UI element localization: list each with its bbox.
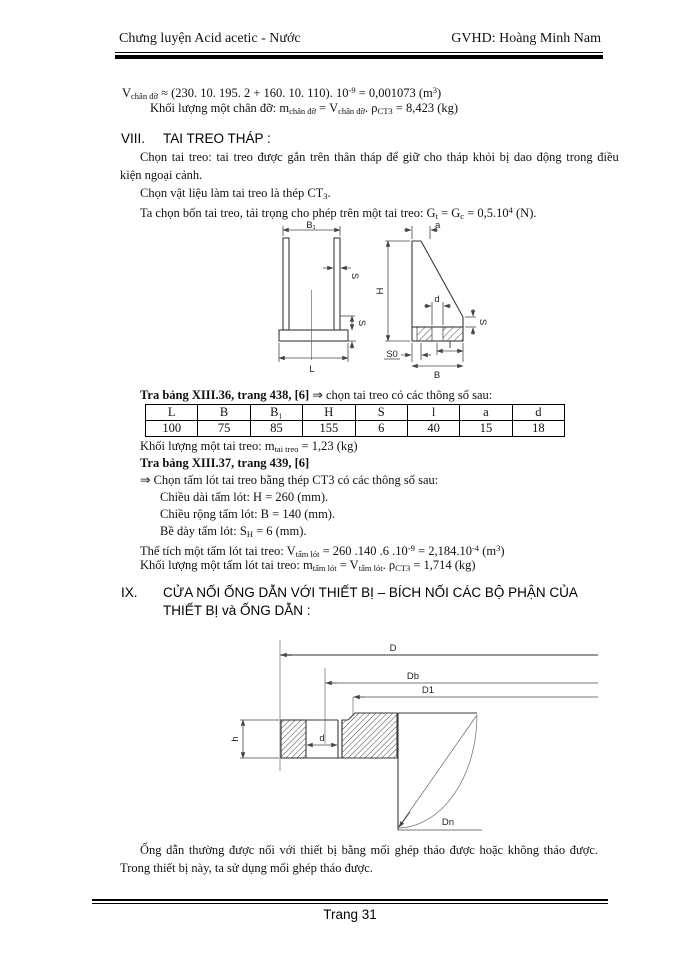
table-value-cell: 18 (512, 421, 564, 437)
table-header-cell: B (198, 405, 250, 421)
formula-mass-chan-do: Khối lượng một chân đỡ: $m_{chân đỡ} = V_{chân đỡ}$. $\rho_{CT3} = 8,423$ (kg) (150, 101, 459, 116)
dim-label-Db: Db (406, 671, 420, 682)
dim-label-D1: D1 (421, 685, 435, 696)
para-tai-trong: Ta chọn bốn tai treo, tải trọng cho phép trên một tai treo: $G_t = G_c = 0,5.10^4$ (N). (140, 205, 537, 221)
line-chon-tam-lot: ⇒ Chọn tấm lót tai treo bằng thép CT3 có các thông số sau: (140, 473, 439, 487)
section-ix-number: IX. (121, 585, 138, 600)
tai-treo-drawing (235, 220, 505, 385)
table-value-cell: 100 (146, 421, 198, 437)
page-header (119, 31, 601, 47)
table-header-cell: d (512, 405, 564, 421)
dim-label-Dn: Dn (441, 817, 455, 828)
lug-front-view (279, 220, 367, 375)
dim-label-s-plate: S (349, 272, 360, 280)
line-the-tich-tam-lot: Thể tích một tấm lót tai treo: $V_{tấm lót} = 260$ .140 .6 $.10^{-9} = 2,184.10^{-4}$ $(m^3)$ (140, 543, 505, 559)
table-value-cell: 6 (355, 421, 407, 437)
section-ix-heading (121, 584, 578, 602)
para-chon-tai-treo-line1: Chọn tai treo: tai treo được gắn trên thân tháp để giữ cho tháp khỏi bị dao động trong điều (140, 150, 619, 164)
dim-label-s0: S0 (386, 349, 398, 360)
para-chon-tai-treo-line2: kiện ngoại cảnh. (120, 168, 203, 182)
table-header-cell: a (460, 405, 512, 421)
dim-label-d-hole: d (434, 294, 440, 305)
dim-label-d: d (319, 733, 325, 744)
dim-label-s-base: S (356, 319, 367, 327)
formula-volume-chan-do: $V_{chân đỡ} \approx (230$. 10. 195. 2 + 160. 10. 110). $10^{-9} = 0,001073$ $(m^3)$ (122, 85, 442, 101)
table-header-cell: S (355, 405, 407, 421)
header-right-advisor: GVHD: Hoàng Minh Nam (451, 31, 601, 46)
line-chieu-dai: Chiều dài tấm lót: H = 260 (mm). (160, 490, 329, 504)
footer-rule-thin (92, 903, 608, 904)
dim-label-h: h (230, 736, 241, 742)
line-khoi-luong-tam-lot: Khối lượng một tấm lót tai treo: $m_{tấm lót} = V_{tấm lót}$. $\rho_{CT3} = 1,714$ (kg) (140, 558, 476, 573)
table-header-cell: B₁ (250, 405, 302, 421)
header-rule-thin (115, 52, 603, 53)
flange-drawing (230, 638, 600, 843)
dim-label-h-height: H (375, 287, 386, 295)
header-rule-thick (115, 55, 603, 59)
dim-label-s-gusset: S (477, 318, 488, 326)
line-mass-tai-treo: Khối lượng một tai treo: $m_{tai treo} = 1,23$ (kg) (140, 439, 358, 454)
dim-label-b1: B₁ (306, 220, 316, 231)
section-ix-title-line1: CỬA NỐI ỐNG DẪN VỚI THIẾT BỊ – BÍCH NỐI CÁC BỘ PHẬN CỦA (163, 585, 578, 600)
closing-line1: Ống dẫn thường được nối với thiết bị bằng mối ghép tháo được hoặc không tháo được. (140, 843, 599, 857)
footer-rule-thick (92, 899, 608, 901)
lug-parameters-table (145, 404, 565, 437)
table-value-cell: 40 (407, 421, 459, 437)
dim-label-b-width: B (433, 370, 441, 381)
table-value-cell: 155 (303, 421, 355, 437)
para-vat-lieu: Chọn vật liệu làm tai treo là thép $CT_3$. (140, 186, 331, 201)
table-value-cell: 85 (250, 421, 302, 437)
header-left-title: Chưng luyện Acid acetic - Nước (119, 31, 301, 46)
line-chieu-rong: Chiều rộng tấm lót: B = 140 (mm). (160, 507, 336, 521)
dim-label-a: a (435, 220, 441, 231)
lug-side-view (375, 220, 488, 381)
section-ix-title-line2: THIẾT BỊ và ỐNG DẪN : (163, 603, 311, 618)
section-viii-heading (121, 130, 271, 148)
flange-section-view (230, 640, 598, 771)
table-value-cell: 75 (198, 421, 250, 437)
dim-label-D: D (389, 643, 397, 654)
table-value-row (146, 421, 565, 437)
dim-label-l-lower: l (448, 340, 452, 351)
table-header-cell: H (303, 405, 355, 421)
page-number: Trang 31 (323, 907, 377, 922)
line-tra-bang-xiii37: Tra bảng XIII.37, trang 439, [6] (140, 456, 310, 470)
section-viii-number: VIII. (121, 131, 146, 146)
table-header-row (146, 405, 565, 421)
flange-front-view (398, 713, 482, 830)
section-viii-title: TAI TREO THÁP : (163, 131, 271, 146)
closing-line2: Trong thiết bị này, ta sử dụng mối ghép tháo được. (120, 861, 373, 875)
table-header-cell: L (146, 405, 198, 421)
dim-label-l-upper: L (309, 364, 315, 375)
table-header-cell: l (407, 405, 459, 421)
lug-table-caption: Tra bảng XIII.36, trang 438, [6] ⇒ chọn tai treo có các thông số sau: (140, 388, 493, 402)
table-value-cell: 15 (460, 421, 512, 437)
line-be-day: Bề dày tấm lót: $S_H = 6$ (mm). (160, 524, 307, 539)
